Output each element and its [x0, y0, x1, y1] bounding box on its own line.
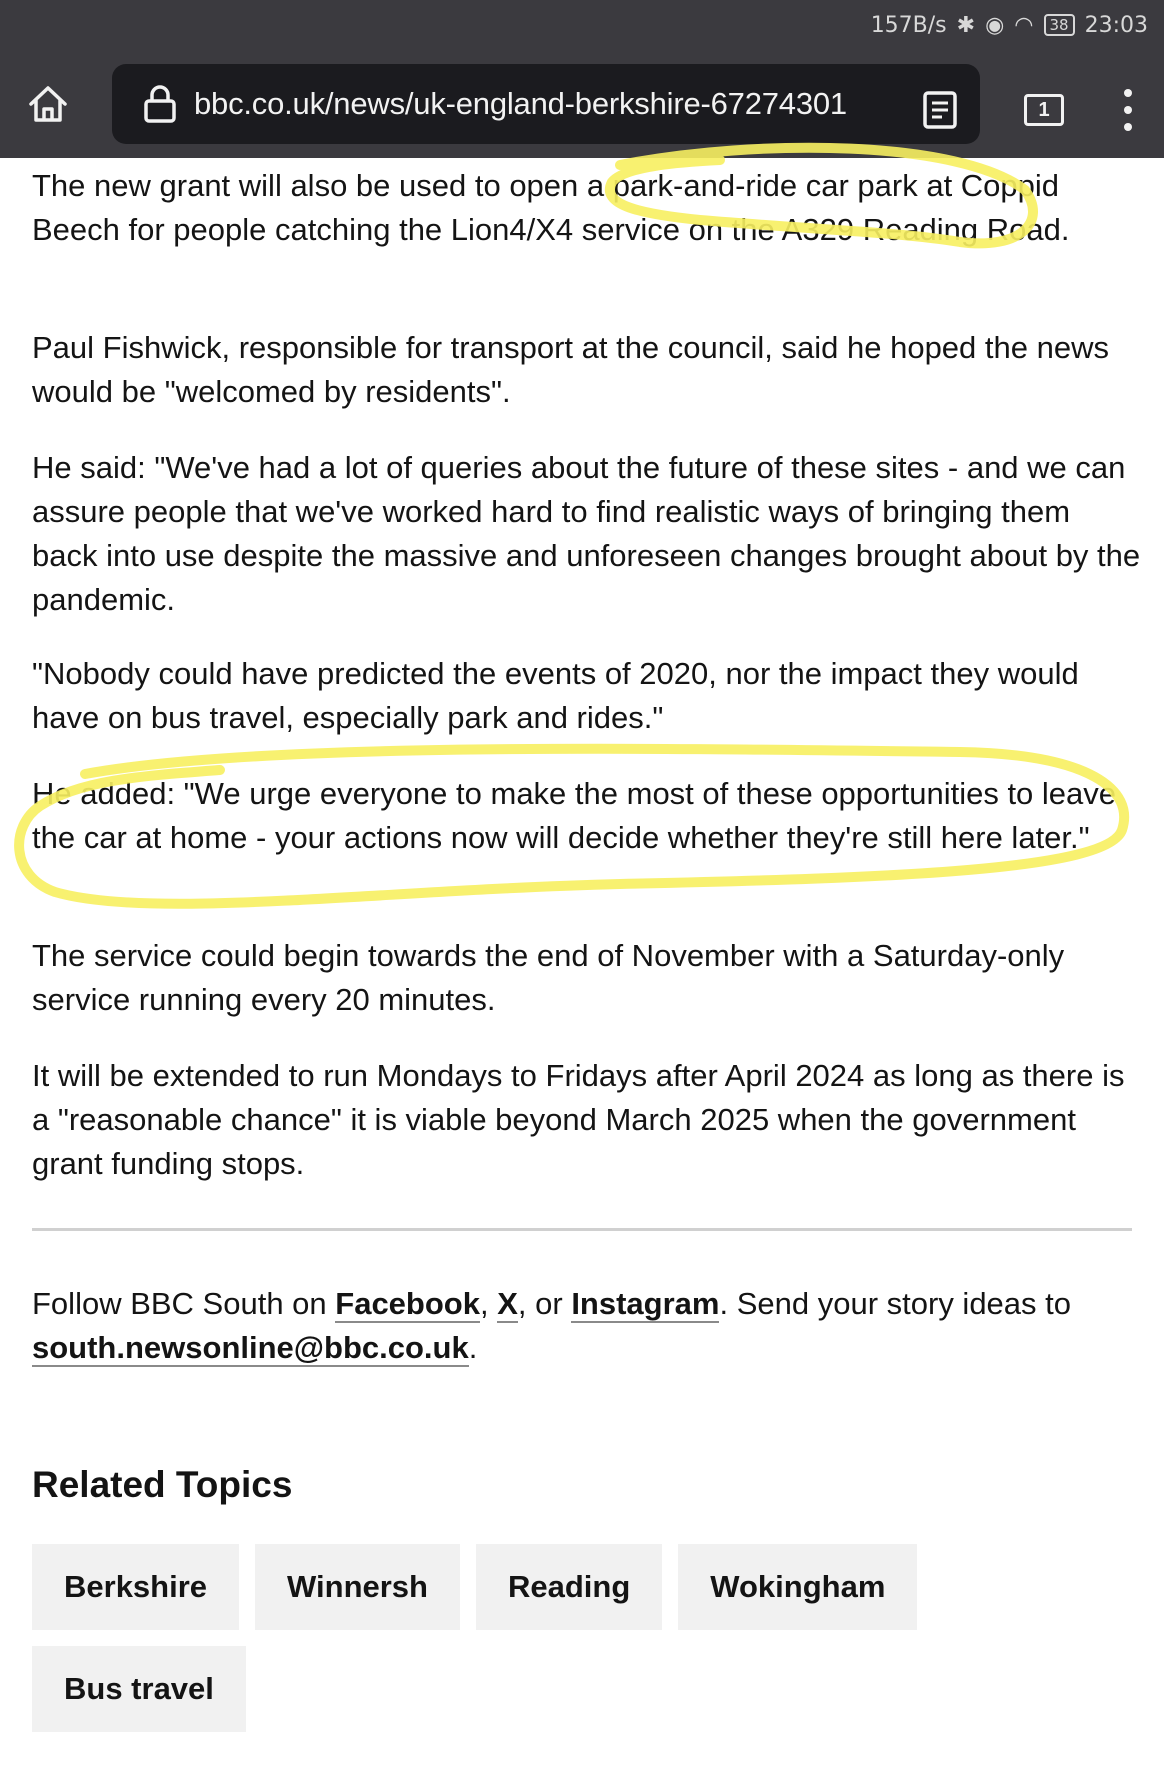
paragraph: "Nobody could have predicted the events of 2020, nor the impact they would have on bus travel, especially park and rides." [32, 656, 1079, 735]
home-icon [27, 84, 69, 124]
tab-count: 1 [1024, 94, 1064, 126]
lock-icon[interactable] [130, 84, 190, 124]
paragraph: He said: "We've had a lot of queries about the future of these sites - and we can assure people that we've worked hard to find realistic ways of bringing them back into use despite the massive and unforeseen changes brought about by the pandemic. [32, 450, 1141, 617]
paragraph: He added: "We urge everyone to make the most of these opportunities to leave the car at home - your actions now will decide whether they're still here later." [32, 776, 1117, 855]
clock: 23:03 [1084, 12, 1148, 38]
bluetooth-icon: ✱ [956, 12, 976, 38]
battery-icon: 38 [1044, 14, 1075, 36]
related-topics-title: Related Topics [32, 1464, 293, 1505]
follow-bbc-south: Follow BBC South on Facebook, X, or Instagram. Send your story ideas to south.newsonline@bbc.co.uk. [32, 1286, 1072, 1365]
x-link[interactable]: X [497, 1286, 518, 1321]
topic-reading[interactable]: Reading [476, 1544, 662, 1630]
browser-chrome [0, 0, 1164, 158]
instagram-link[interactable]: Instagram [571, 1286, 720, 1321]
paragraph: The service could begin towards the end of November with a Saturday-only service running every 20 minutes. [32, 938, 1065, 1017]
url-text[interactable]: bbc.co.uk/news/uk-england-berkshire-67274301 [194, 86, 847, 121]
wifi-icon: ◠ [1014, 12, 1034, 38]
net-speed: 157B/s [870, 12, 947, 38]
reader-icon [922, 90, 958, 130]
status-bar [871, 0, 1148, 50]
email-link[interactable]: south.newsonline@bbc.co.uk [32, 1330, 469, 1365]
tabs-button[interactable] [1018, 84, 1070, 136]
home-button[interactable] [22, 78, 74, 130]
facebook-link[interactable]: Facebook [335, 1286, 480, 1321]
topic-winnersh[interactable]: Winnersh [255, 1544, 460, 1630]
divider [32, 1228, 1132, 1231]
topic-berkshire[interactable]: Berkshire [32, 1544, 239, 1630]
reader-mode-button[interactable] [914, 84, 966, 136]
paragraph: It will be extended to run Mondays to Fridays after April 2024 as long as there is a "reasonable chance" it is viable beyond March 2025 when the government grant funding stops. [32, 1058, 1125, 1181]
paragraph: Paul Fishwick, responsible for transport at the council, said he hoped the news would be "welcomed by residents". [32, 330, 1109, 409]
related-topics-list [32, 1544, 1132, 1732]
address-bar[interactable] [112, 64, 980, 144]
overflow-menu-icon[interactable] [1108, 80, 1148, 140]
topic-wokingham[interactable]: Wokingham [678, 1544, 917, 1630]
topic-bus-travel[interactable]: Bus travel [32, 1646, 246, 1732]
paragraph: The new grant will also be used to open a park-and-ride car park at Coppid Beech for people catching the Lion4/X4 service on the A329 Reading Road. [32, 168, 1070, 247]
eye-icon: ◉ [985, 12, 1005, 38]
